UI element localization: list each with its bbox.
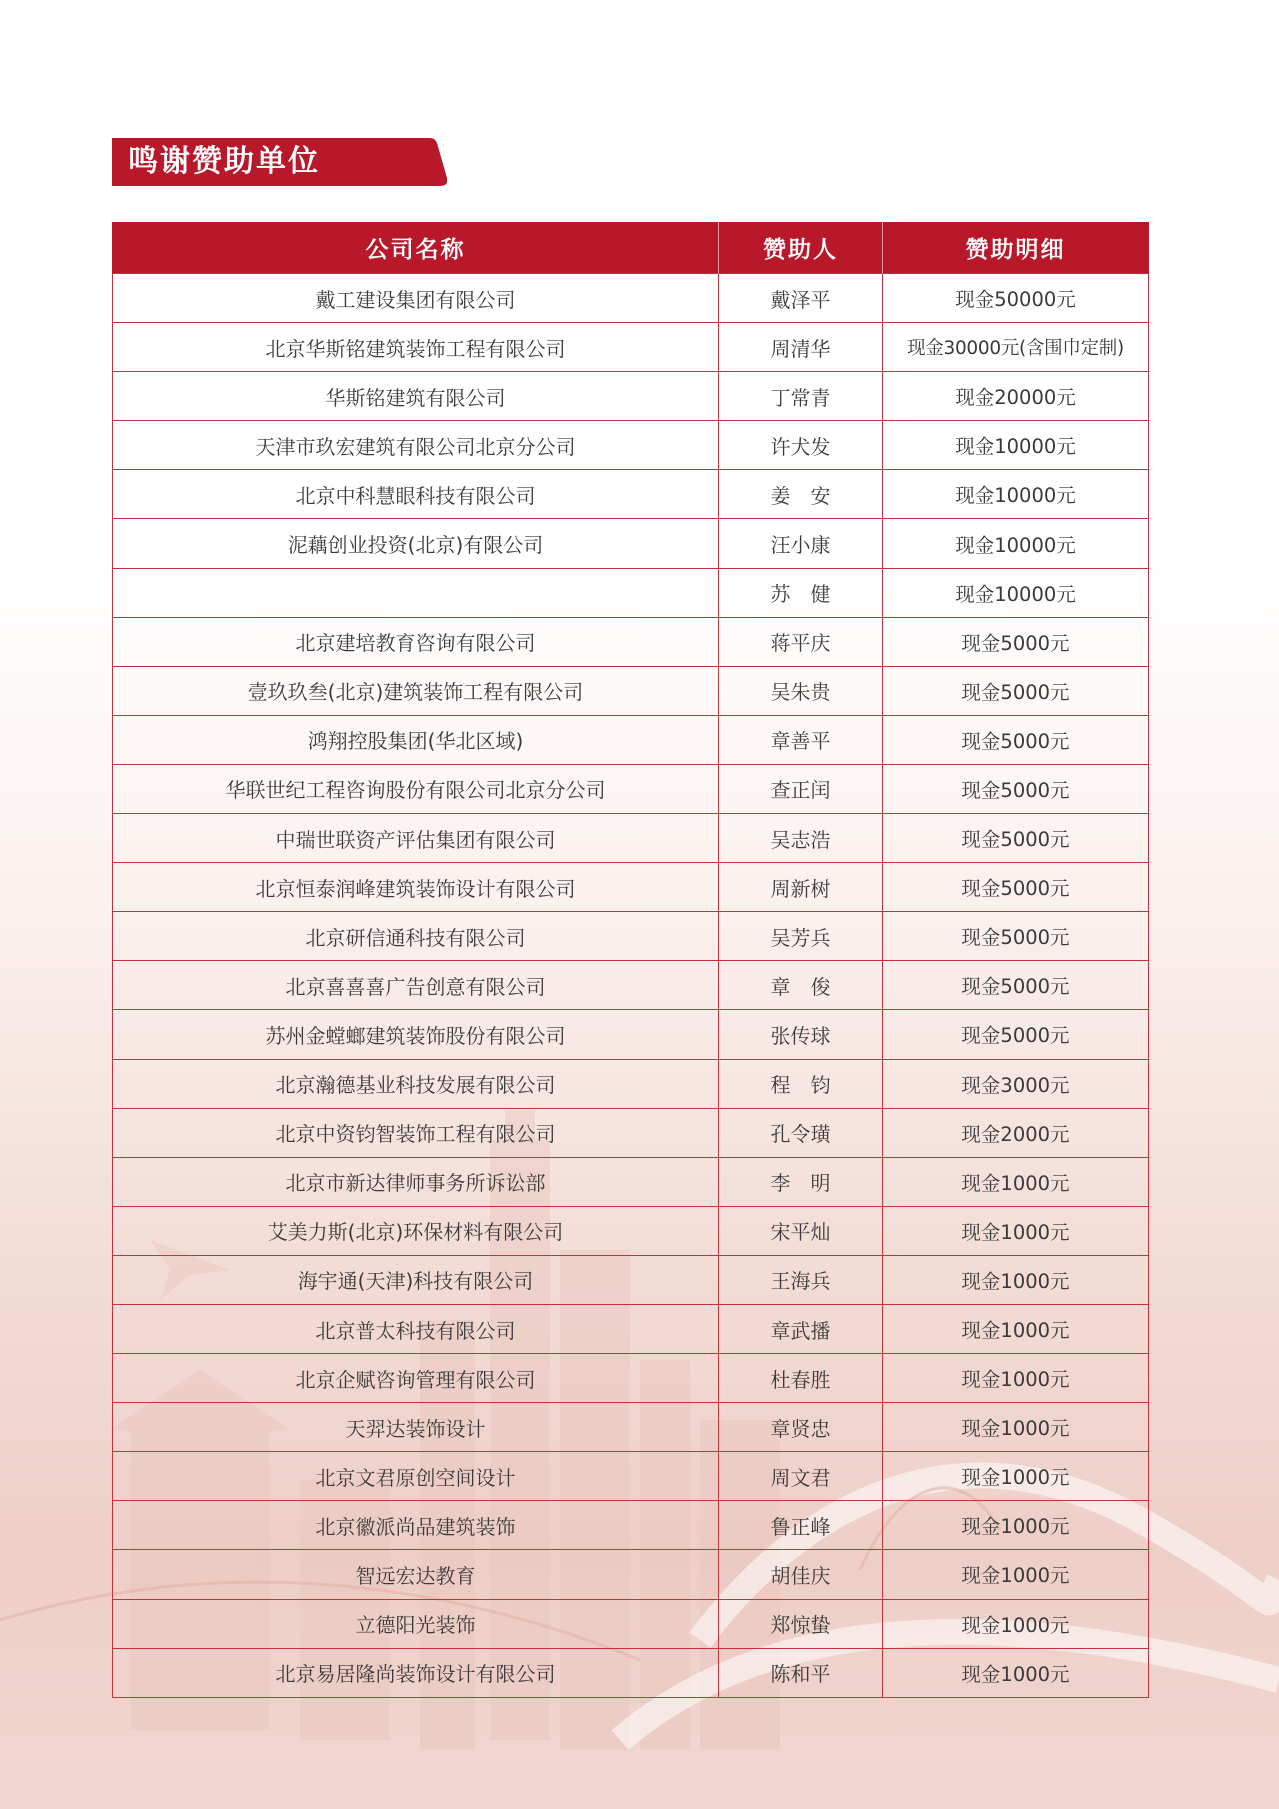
sponsor-cell: 周清华 xyxy=(719,323,883,372)
table-row xyxy=(113,1599,1149,1648)
company-cell: 壹玖玖叁(北京)建筑装饰工程有限公司 xyxy=(113,666,719,715)
company-cell: 北京易居隆尚装饰设计有限公司 xyxy=(113,1648,719,1697)
amount-cell: 现金5000元 xyxy=(883,814,1149,863)
page-title: 鸣谢赞助单位 xyxy=(128,144,320,179)
sponsor-cell: 吴朱贵 xyxy=(719,666,883,715)
company-cell: 北京建培教育咨询有限公司 xyxy=(113,617,719,666)
amount-cell: 现金1000元 xyxy=(883,1206,1149,1255)
company-cell: 泥藕创业投资(北京)有限公司 xyxy=(113,519,719,568)
company-cell: 艾美力斯(北京)环保材料有限公司 xyxy=(113,1206,719,1255)
amount-cell: 现金3000元 xyxy=(883,1059,1149,1108)
amount-cell: 现金5000元 xyxy=(883,666,1149,715)
table-row xyxy=(113,1157,1149,1206)
sponsor-cell: 王海兵 xyxy=(719,1255,883,1304)
amount-cell: 现金50000元 xyxy=(883,274,1149,323)
amount-cell: 现金1000元 xyxy=(883,1648,1149,1697)
amount-cell: 现金20000元 xyxy=(883,372,1149,421)
amount-cell: 现金10000元 xyxy=(883,568,1149,617)
amount-cell: 现金1000元 xyxy=(883,1304,1149,1353)
sponsor-cell: 姜 安 xyxy=(719,470,883,519)
amount-cell: 现金5000元 xyxy=(883,961,1149,1010)
table-row xyxy=(113,274,1149,323)
sponsor-cell: 章善平 xyxy=(719,715,883,764)
sponsor-cell: 宋平灿 xyxy=(719,1206,883,1255)
sponsor-cell: 丁常青 xyxy=(719,372,883,421)
table-row xyxy=(113,863,1149,912)
sponsor-cell: 周新树 xyxy=(719,863,883,912)
amount-cell: 现金10000元 xyxy=(883,519,1149,568)
sponsor-cell: 陈和平 xyxy=(719,1648,883,1697)
table-row xyxy=(113,470,1149,519)
amount-cell: 现金10000元 xyxy=(883,421,1149,470)
company-cell: 北京徽派尚品建筑装饰 xyxy=(113,1501,719,1550)
amount-cell: 现金1000元 xyxy=(883,1452,1149,1501)
table-row xyxy=(113,1206,1149,1255)
company-cell: 华斯铭建筑有限公司 xyxy=(113,372,719,421)
company-cell: 鸿翔控股集团(华北区域) xyxy=(113,715,719,764)
company-cell: 智远宏达教育 xyxy=(113,1550,719,1599)
company-cell: 苏州金螳螂建筑装饰股份有限公司 xyxy=(113,1010,719,1059)
table-header-row xyxy=(113,222,1149,274)
sponsor-cell: 章武播 xyxy=(719,1304,883,1353)
sponsor-cell: 鲁正峰 xyxy=(719,1501,883,1550)
sponsor-cell: 张传球 xyxy=(719,1010,883,1059)
company-cell: 海宇通(天津)科技有限公司 xyxy=(113,1255,719,1304)
amount-cell: 现金1000元 xyxy=(883,1599,1149,1648)
table-row xyxy=(113,1108,1149,1157)
table-row xyxy=(113,1550,1149,1599)
table-row xyxy=(113,1304,1149,1353)
table-row xyxy=(113,1010,1149,1059)
company-cell: 北京华斯铭建筑装饰工程有限公司 xyxy=(113,323,719,372)
table-row xyxy=(113,715,1149,764)
sponsor-cell: 章贤忠 xyxy=(719,1403,883,1452)
amount-cell: 现金10000元 xyxy=(883,470,1149,519)
table-row xyxy=(113,1452,1149,1501)
sponsor-cell: 周文君 xyxy=(719,1452,883,1501)
company-cell: 立德阳光装饰 xyxy=(113,1599,719,1648)
table-row xyxy=(113,519,1149,568)
company-cell xyxy=(113,568,719,617)
table-row xyxy=(113,912,1149,961)
company-cell: 戴工建设集团有限公司 xyxy=(113,274,719,323)
column-header-company: 公司名称 xyxy=(113,222,719,274)
sponsor-cell: 戴泽平 xyxy=(719,274,883,323)
section-title-tab xyxy=(112,138,447,186)
company-cell: 北京市新达律师事务所诉讼部 xyxy=(113,1157,719,1206)
sponsor-cell: 程 钧 xyxy=(719,1059,883,1108)
amount-cell: 现金5000元 xyxy=(883,764,1149,813)
company-cell: 北京中资钧智装饰工程有限公司 xyxy=(113,1108,719,1157)
amount-cell: 现金5000元 xyxy=(883,1010,1149,1059)
table-row xyxy=(113,568,1149,617)
company-cell: 华联世纪工程咨询股份有限公司北京分公司 xyxy=(113,764,719,813)
sponsor-cell: 孔令璜 xyxy=(719,1108,883,1157)
table-row xyxy=(113,961,1149,1010)
column-header-detail: 赞助明细 xyxy=(883,222,1149,274)
amount-cell: 现金1000元 xyxy=(883,1501,1149,1550)
company-cell: 北京研信通科技有限公司 xyxy=(113,912,719,961)
sponsor-cell: 郑惊蛰 xyxy=(719,1599,883,1648)
table-row xyxy=(113,1501,1149,1550)
sponsor-cell: 汪小康 xyxy=(719,519,883,568)
sponsor-cell: 李 明 xyxy=(719,1157,883,1206)
company-cell: 北京恒泰润峰建筑装饰设计有限公司 xyxy=(113,863,719,912)
table-row xyxy=(113,666,1149,715)
amount-cell: 现金1000元 xyxy=(883,1157,1149,1206)
sponsor-cell: 苏 健 xyxy=(719,568,883,617)
amount-cell: 现金5000元 xyxy=(883,912,1149,961)
sponsor-cell: 杜春胜 xyxy=(719,1354,883,1403)
column-header-sponsor: 赞助人 xyxy=(719,222,883,274)
table-row xyxy=(113,1403,1149,1452)
table-row xyxy=(113,1354,1149,1403)
company-cell: 北京瀚德基业科技发展有限公司 xyxy=(113,1059,719,1108)
amount-cell: 现金1000元 xyxy=(883,1403,1149,1452)
company-cell: 中瑞世联资产评估集团有限公司 xyxy=(113,814,719,863)
table-row xyxy=(113,764,1149,813)
company-cell: 北京企赋咨询管理有限公司 xyxy=(113,1354,719,1403)
sponsor-cell: 蒋平庆 xyxy=(719,617,883,666)
company-cell: 北京喜喜喜广告创意有限公司 xyxy=(113,961,719,1010)
amount-cell: 现金5000元 xyxy=(883,715,1149,764)
amount-cell: 现金1000元 xyxy=(883,1354,1149,1403)
table-row xyxy=(113,372,1149,421)
table-row xyxy=(113,617,1149,666)
sponsor-cell: 胡佳庆 xyxy=(719,1550,883,1599)
table-row xyxy=(113,1648,1149,1697)
table-row xyxy=(113,421,1149,470)
sponsor-cell: 许犬发 xyxy=(719,421,883,470)
company-cell: 天津市玖宏建筑有限公司北京分公司 xyxy=(113,421,719,470)
amount-cell: 现金5000元 xyxy=(883,863,1149,912)
table-row xyxy=(113,1255,1149,1304)
company-cell: 北京中科慧眼科技有限公司 xyxy=(113,470,719,519)
company-cell: 北京普太科技有限公司 xyxy=(113,1304,719,1353)
company-cell: 天羿达装饰设计 xyxy=(113,1403,719,1452)
amount-cell: 现金1000元 xyxy=(883,1550,1149,1599)
amount-cell: 现金30000元(含围巾定制) xyxy=(883,323,1149,372)
sponsor-cell: 吴芳兵 xyxy=(719,912,883,961)
sponsor-cell: 章 俊 xyxy=(719,961,883,1010)
amount-cell: 现金1000元 xyxy=(883,1255,1149,1304)
sponsor-table xyxy=(112,222,1149,1698)
sponsor-cell: 查正闰 xyxy=(719,764,883,813)
company-cell: 北京文君原创空间设计 xyxy=(113,1452,719,1501)
table-row xyxy=(113,814,1149,863)
table-row xyxy=(113,323,1149,372)
amount-cell: 现金2000元 xyxy=(883,1108,1149,1157)
amount-cell: 现金5000元 xyxy=(883,617,1149,666)
table-row xyxy=(113,1059,1149,1108)
sponsor-cell: 吴志浩 xyxy=(719,814,883,863)
